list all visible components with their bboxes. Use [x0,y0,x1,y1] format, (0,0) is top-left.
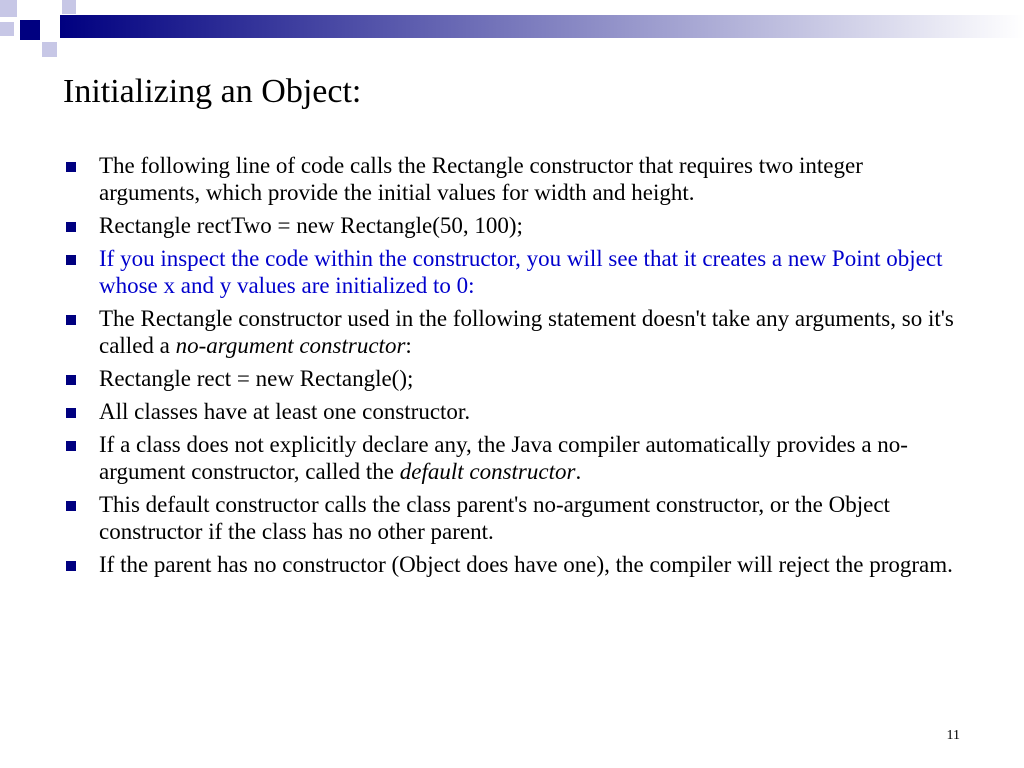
header-decoration [0,0,1024,70]
square-bullet-icon [66,255,76,265]
deco-square-dark [20,20,40,40]
deco-square-light-top [0,0,17,17]
square-bullet-icon [66,561,76,571]
page-number: 11 [946,728,960,743]
bullet-emphasis: no-argument constructor [175,333,406,358]
bullet-item [63,152,963,206]
bullet-item [63,365,963,392]
square-bullet-icon [66,222,76,232]
bullet-item [63,551,963,578]
square-bullet-icon [66,441,76,451]
bullet-text-after: : [405,333,412,358]
square-bullet-icon [66,375,76,385]
bullet-text-before: If a class does not explicitly declare any, the Java compiler automatically provides a no-argument constructor, called the [99,432,908,484]
header-gradient-bar [60,15,1024,38]
square-bullet-icon [66,408,76,418]
square-bullet-icon [66,501,76,511]
bullet-text: Rectangle rectTwo = new Rectangle(50, 100); [99,213,523,238]
bullet-text: If the parent has no constructor (Object does have one), the compiler will reject the program. [99,552,953,577]
bullet-item [63,212,963,239]
deco-square-light-bottom [42,42,57,57]
bullet-item [63,398,963,425]
bullet-text-after: . [575,459,582,484]
bullet-list [63,152,963,584]
bullet-emphasis: default constructor [399,459,576,484]
slide-title: Initializing an Object: [63,73,362,110]
bullet-item [63,431,963,485]
bullet-text: The following line of code calls the Rectangle constructor that requires two integer arguments, which provide the initial values for width and height. [99,153,863,205]
square-bullet-icon [66,162,76,172]
deco-square-light-right [62,0,76,14]
bullet-item [63,491,963,545]
bullet-text: Rectangle rect = new Rectangle(); [99,366,414,391]
deco-square-light-left [0,22,14,36]
bullet-item-highlighted [63,245,963,299]
bullet-text: This default constructor calls the class parent's no-argument constructor, or the Object constructor if the class has no other parent. [99,492,890,544]
square-bullet-icon [66,315,76,325]
bullet-item [63,305,963,359]
bullet-text-before: The Rectangle constructor used in the following statement doesn't take any arguments, so it's called a [99,306,954,358]
bullet-text: All classes have at least one constructor. [99,399,471,424]
bullet-text: If you inspect the code within the constructor, you will see that it creates a new Point object whose x and y values are initialized to 0: [99,246,943,298]
